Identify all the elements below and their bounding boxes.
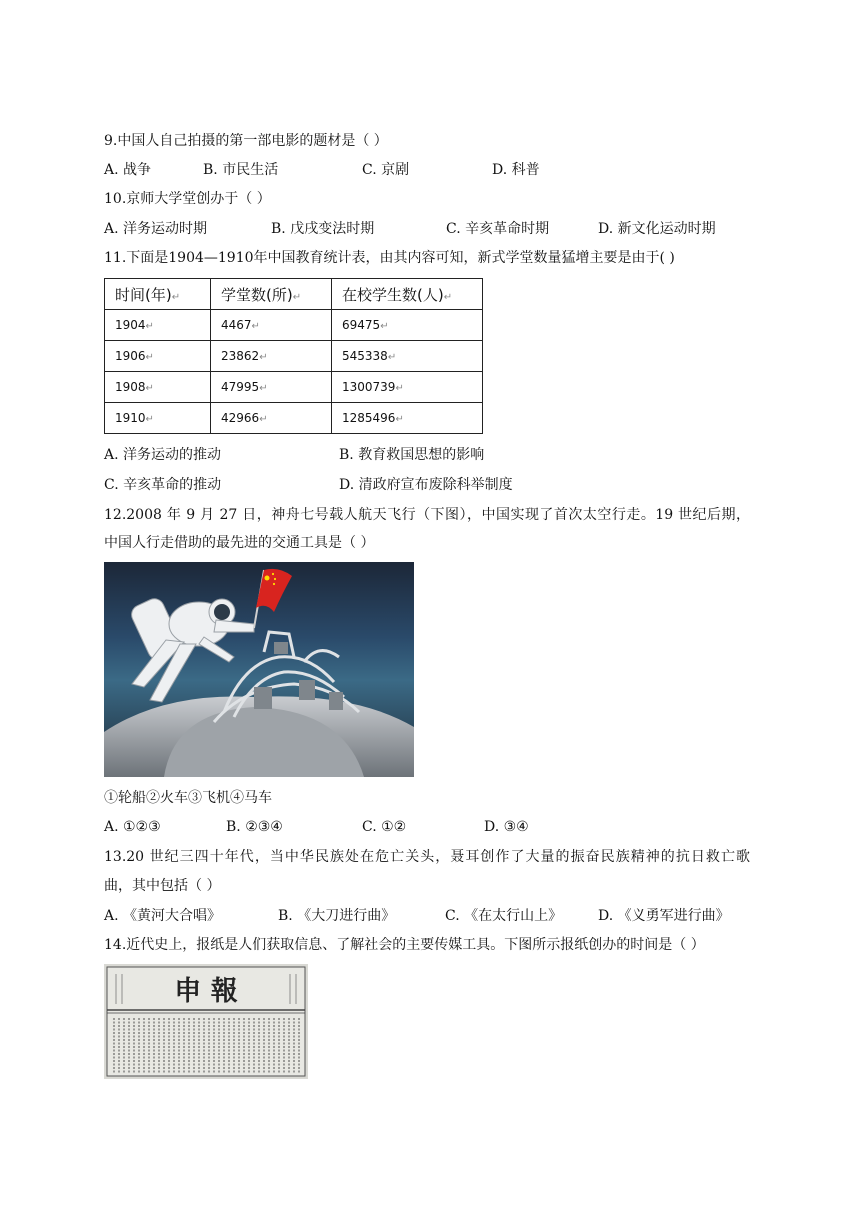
q10-option-b: B. 戊戌变法时期 [271,221,375,237]
q13-stem-line1: 13.20 世纪三四十年代，当中华民族处在危亡关头，聂耳创作了大量的振奋民族精神的抗日救亡歌 [104,849,750,865]
q13-stem-line2: 曲，其中包括（ ） [104,878,221,894]
q9-stem: 9.中国人自己拍摄的第一部电影的题材是（ ） [104,133,388,149]
spacewalk-photo [104,562,414,777]
table-header-cell: 在校学生数(人)↵ [332,279,483,310]
q9-option-d: D. 科普 [492,162,540,178]
q10-option-c: C. 辛亥革命时期 [446,221,550,237]
shenbao-newspaper-photo [104,964,308,1079]
q12-option-b: B. ②③④ [226,819,283,835]
newspaper-masthead: 申 報 [174,976,238,1007]
table-cell: 1904↵ [105,310,211,341]
table-header-cell: 学堂数(所)↵ [211,279,332,310]
q9-option-a: A. 战争 [104,162,152,178]
q11-option-c: C. 辛亥革命的推动 [104,477,222,493]
table-cell: 545338↵ [332,341,483,372]
table-cell: 1300739↵ [332,372,483,403]
q13-option-c: C. 《在太行山上》 [445,908,563,924]
table-row [105,372,483,403]
q12-stem-line1: 12.2008 年 9 月 27 日，神舟七号载人航天飞行（下图），中国实现了首次太空行走。19 世纪后期， [104,507,750,523]
table-cell: 23862↵ [211,341,332,372]
q12-option-c: C. ①② [362,819,407,835]
q11-option-a: A. 洋务运动的推动 [104,447,222,463]
q12-choices-line: ①轮船②火车③飞机④马车 [104,790,272,806]
q12-stem-line2: 中国人行走借助的最先进的交通工具是（ ） [104,535,375,551]
q10-stem: 10.京师大学堂创办于（ ） [104,191,271,207]
q13-option-a: A. 《黄河大合唱》 [104,908,222,924]
table-header-row [105,279,483,310]
table-cell: 4467↵ [211,310,332,341]
q9-option-b: B. 市民生活 [203,162,279,178]
table-cell: 47995↵ [211,372,332,403]
education-stats-table [104,278,483,434]
table-row [105,310,483,341]
table-row [105,341,483,372]
table-cell: 1285496↵ [332,403,483,434]
table-header-cell: 时间(年)↵ [105,279,211,310]
q11-option-d: D. 清政府宣布废除科举制度 [339,477,513,493]
q13-option-b: B. 《大刀进行曲》 [278,908,396,924]
table-cell: 69475↵ [332,310,483,341]
q10-option-d: D. 新文化运动时期 [598,221,716,237]
q14-stem: 14.近代史上，报纸是人们获取信息、了解社会的主要传媒工具。下图所示报纸创办的时间是（ ） [104,937,705,953]
table-cell: 1908↵ [105,372,211,403]
q11-stem: 11.下面是1904—1910年中国教育统计表，由其内容可知，新式学堂数量猛增主要是由于( ) [104,250,675,266]
table-row [105,403,483,434]
table-cell: 1910↵ [105,403,211,434]
q12-option-d: D. ③④ [484,819,529,835]
table-cell: 42966↵ [211,403,332,434]
table-cell: 1906↵ [105,341,211,372]
q13-option-d: D. 《义勇军进行曲》 [598,908,730,924]
q11-option-b: B. 教育救国思想的影响 [339,447,485,463]
q10-option-a: A. 洋务运动时期 [104,221,208,237]
q9-option-c: C. 京剧 [362,162,410,178]
q12-option-a: A. ①②③ [104,819,161,835]
